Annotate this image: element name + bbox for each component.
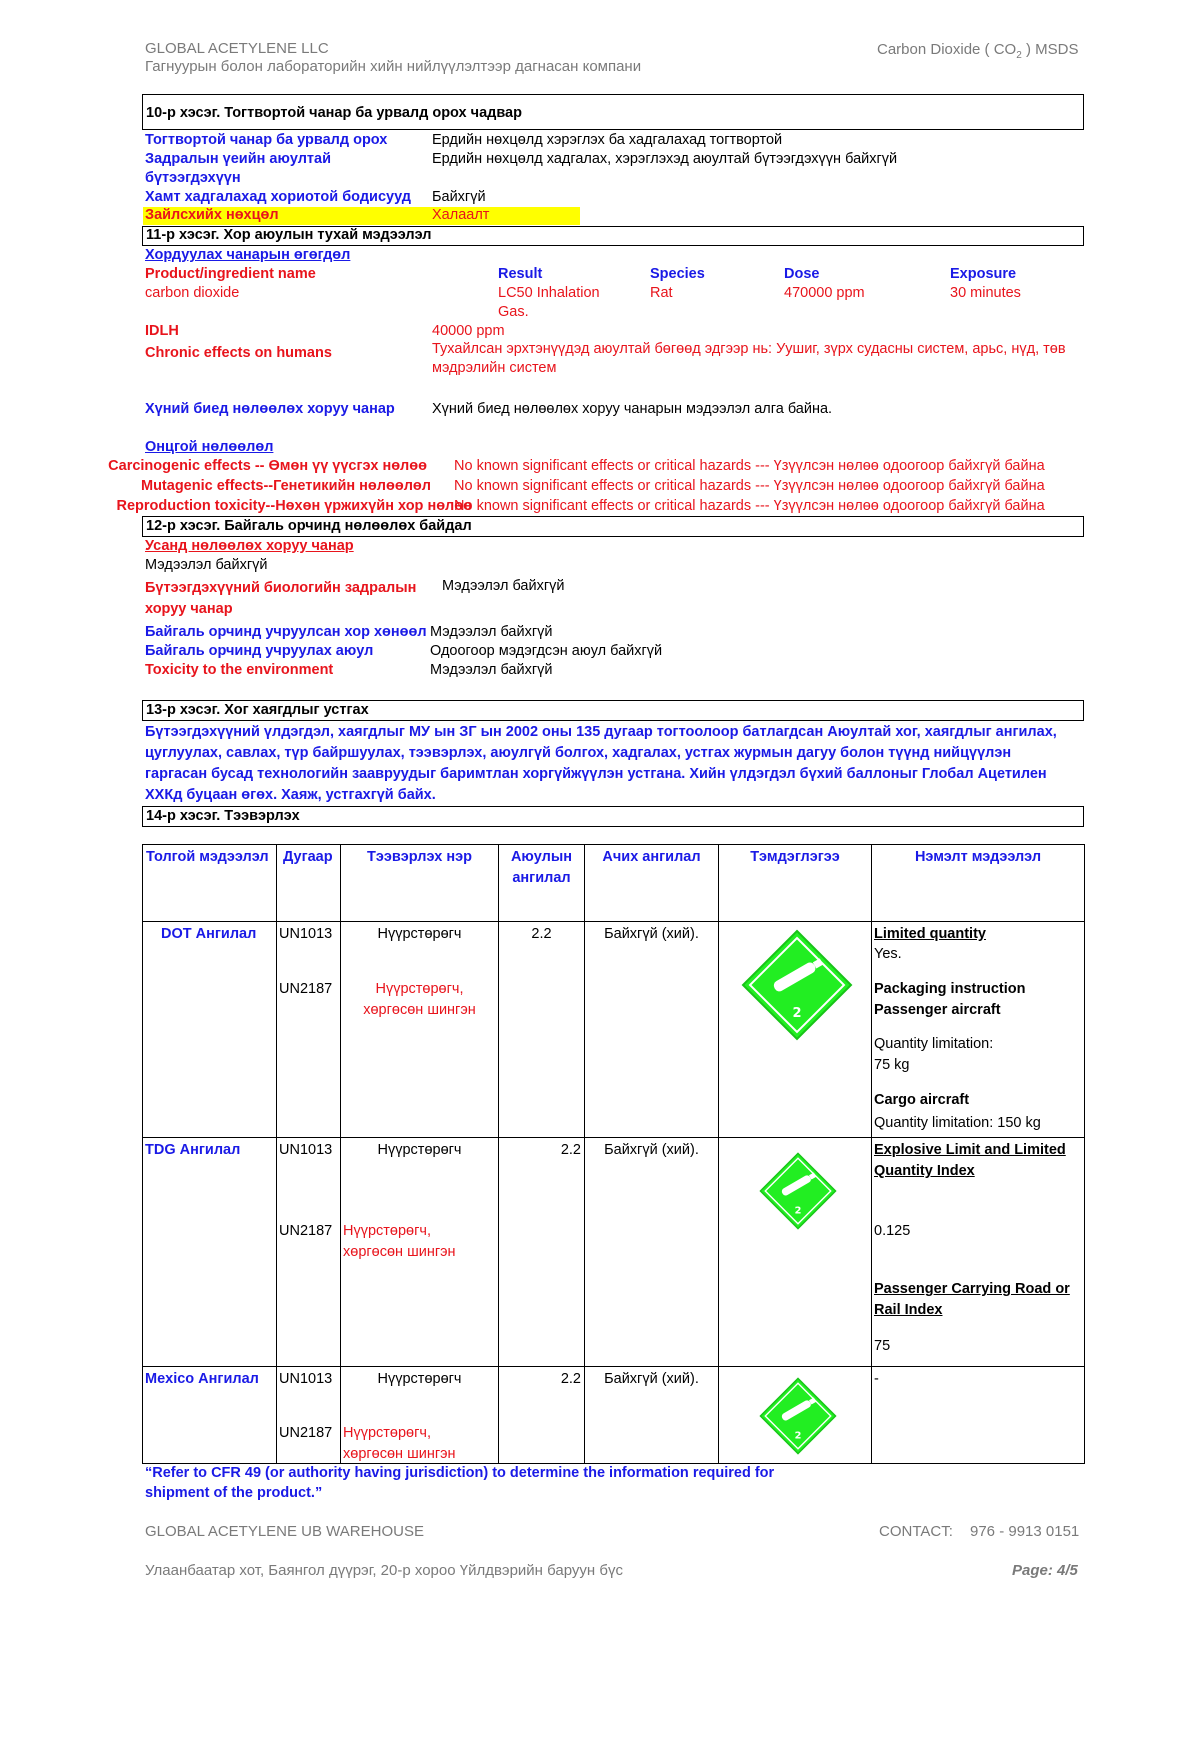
dot-ship2: Нүүрстөрөгч, хөргөсөн шингэн [363,981,476,1018]
transport-row-tdg [143,1138,1085,1367]
mexico-hazard: 2.2 [560,1371,581,1387]
section-14-title: 14-р хэсэг. Тээвэрлэх [146,808,300,824]
conditions-value: Халаалт [432,207,490,223]
mexico-ship1: Нүүрстөрөгч [377,1371,462,1387]
dot-ql-label: Quantity limitation: [874,1036,994,1052]
section-13-title: 13-р хэсэг. Хог хаягдлыг устгах [146,702,369,718]
disposal-text: Бүтээгдэхүүний үлдэгдэл, хаягдлыг МУ ын ЗГ ын 2002 оны 135 дугаар тогтоолоор батлагдсан Аюултай хог, хаягдлыг ангилах, цуглуулах, савлах, түр байршуулах, тээвэрлэх, аюулгүй болгох, хадгалах, устгах журмын дагуу болон түүнд нийцүүлэн гаргасан бусад технологийн заавруудыг баримтлан хоргүйжүүлэн устгана. Хийн үлдэгдэл бүхий баллоныг Глобал Ацетилен ХХКд буцаан өгөх. Хаяж, устгахгүй байх. [145,724,1057,803]
dot-hazard: 2.2 [531,926,552,942]
section-10-title: 10-р хэсэг. Тогтвортой чанар ба урвалд орох чадвар [146,105,522,121]
footer-contact-label: CONTACT: [879,1523,953,1540]
dot-un1: UN1013 [279,926,333,942]
tox-row-dose: 470000 ppm [784,285,865,301]
chronic-label: Chronic effects on humans [145,345,332,361]
dot-pa-title: Passenger aircraft [874,1002,1001,1018]
gas-cylinder-hazard-icon [759,1152,837,1230]
col-header-number: Дугаар [283,849,333,865]
tox-row-name: carbon dioxide [145,285,240,301]
cfr-note: “Refer to CFR 49 (or authority having jurisdiction) to determine the information required for shipment of the product.” [145,1465,775,1501]
idlh-label: IDLH [145,323,179,339]
dot-lq-value: Yes. [874,946,902,962]
dot-ca-title: Cargo aircraft [874,1092,970,1108]
gas-cylinder-hazard-icon [759,1377,837,1455]
footer-warehouse: GLOBAL ACETYLENE UB WAREHOUSE [145,1523,424,1540]
dot-ship1: Нүүрстөрөгч [377,926,462,942]
tox-row-species: Rat [650,285,673,301]
col-header-additional: Нэмэлт мэдээлэл [914,849,1042,865]
section-11-title: 11-р хэсэг. Хор аюулын тухай мэдээлэл [146,227,432,243]
mexico-un2: UN2187 [279,1425,333,1441]
reproduction-value: No known significant effects or critical hazards --- Үзүүлсэн нөлөө одоогоор байхгүй байна [454,498,1045,514]
section-10-header [142,94,1084,130]
tdg-el-value: 0.125 [874,1223,911,1239]
tdg-el-title: Explosive Limit and Limited Quantity Index [874,1142,1066,1179]
human-toxicity-label: Хүний биед нөлөөлөх хоруу чанар [145,401,395,417]
effects-label-column [108,457,472,519]
special-effects-heading: Онцгой нөлөөлөл [145,439,274,455]
mexico-ship2: Нүүрстөрөгч, хөргөсөн шингэн [343,1425,456,1462]
tox-row-result: LC50 Inhalation Gas. [498,285,600,320]
transport-header-row [143,845,1085,922]
dot-packing: Байхгүй (хий). [604,926,699,942]
mexico-name: Mexico Ангилал [145,1371,259,1387]
dot-un2: UN2187 [279,981,333,997]
mexico-packing: Байхгүй (хий). [604,1371,699,1387]
dot-name: DOT Ангилал [161,926,257,942]
mutagenic-value: No known significant effects or critical hazards --- Үзүүлсэн нөлөө одоогоор байхгүй байна [454,478,1045,494]
footer-address: Улаанбаатар хот, Баянгол дүүрэг, 20-р хороо Үйлдвэрийн баруун бүс [145,1562,623,1579]
dot-lq-title: Limited quantity [874,926,986,942]
col-header-label: Тэмдэглэгээ [750,849,840,865]
transport-row-dot [143,922,1085,1138]
transport-table [142,844,1085,1464]
section-14-header [142,806,1084,827]
chronic-value: Тухайлсан эрхтэнүүдэд аюултай бөгөөд эдгээр нь: Уушиг, зүрх судасны систем, арьс, нүд, төв мэдрэлийн систем [432,341,1066,376]
carcinogenic-label: Carcinogenic effects -- Өмөн үү үүсгэх нөлөө [108,458,427,474]
tdg-ship2: Нүүрстөрөгч, хөргөсөн шингэн [343,1223,456,1260]
transport-row-mexico [143,1367,1085,1464]
env-harm-value: Мэдээлэл байхгүй [430,624,553,640]
gas-cylinder-hazard-icon [741,929,853,1041]
tdg-pc-title: Passenger Carrying Road or Rail Index [874,1281,1070,1318]
tox-header-exposure: Exposure [950,266,1017,282]
section-11-header [142,226,1084,246]
tox-header-result: Result [498,266,543,282]
tdg-un2: UN2187 [279,1223,333,1239]
mexico-un1: UN1013 [279,1371,333,1387]
col-header-ship-name: Тээвэрлэх нэр [366,849,473,865]
col-header-info: Толгой мэдээлэл [146,849,269,865]
tdg-ship1: Нүүрстөрөгч [377,1142,462,1158]
col-header-packing: Ачих ангилал [602,849,701,865]
dot-symbol-number: 2 [792,1006,802,1021]
env-hazard-label: Байгаль орчинд учруулах аюул [145,643,374,659]
env-harm-label-clip [142,623,428,643]
stability-label: Тогтвортой чанар ба урвалд орох [145,132,388,148]
tdg-un1: UN1013 [279,1142,333,1158]
stability-value: Ердийн нөхцөлд хэрэглэх ба хадгалахад тогтвортой [432,132,783,148]
tdg-symbol-number: 2 [794,1205,802,1217]
tdg-hazard: 2.2 [560,1142,581,1158]
document-title: Carbon Dioxide ( $CO_2$ ) MSDS [877,41,1079,61]
section-12-title: 12-р хэсэг. Байгаль орчинд нөлөөлөх байдал [146,518,472,534]
env-toxicity-value: Мэдээлэл байхгүй [430,662,553,678]
env-harm-label: Байгаль орчинд учруулсан хор хөнөөл [145,624,427,640]
tdg-name: TDG Ангилал [145,1142,241,1158]
col-header-hazard-class: Аюулын ангилал [510,849,573,886]
dot-pi-title: Packaging instruction [874,981,1026,997]
dot-ql-value: 75 kg [874,1057,910,1073]
aquatic-heading: Усанд нөлөөлөх хоруу чанар [145,538,354,554]
tdg-pc-value: 75 [874,1338,891,1354]
tox-header-name: Product/ingredient name [145,266,316,282]
mutagenic-label: Mutagenic effects--Генетикийн нөлөөлөл [140,478,431,494]
tdg-packing: Байхгүй (хий). [604,1142,699,1158]
mexico-symbol-number: 2 [794,1430,802,1442]
incompatible-value: Байхгүй [432,189,486,205]
company-subtitle: Гагнуурын болон лабораторийн хийн нийлүүлэлтээр дагнасан компани [145,58,642,75]
tox-header-dose: Dose [784,266,820,282]
conditions-label: Зайлсхийх нөхцөл [145,207,279,223]
incompatible-label: Хамт хадгалахад хориотой бодисууд [145,189,411,205]
human-toxicity-value: Хүний биед нөлөөлөх хоруу чанарын мэдээлэл алга байна. [432,401,833,417]
tox-row-exposure: 30 minutes [950,285,1021,301]
toxicity-data-heading: Хордуулах чанарын өгөгдөл [145,247,351,263]
aquatic-value: Мэдээлэл байхгүй [145,557,268,573]
dot-ca-value: Quantity limitation: 150 kg [874,1115,1041,1131]
biodegradation-label: Бүтээгдэхүүний биологийн задралын хоруу чанар [145,580,417,617]
mexico-additional: - [874,1371,879,1387]
carcinogenic-value: No known significant effects or critical hazards --- Үзүүлсэн нөлөө одоогоор байхгүй байна [454,458,1045,474]
section-12-header [142,516,1084,537]
tox-header-species: Species [650,266,705,282]
idlh-value: 40000 ppm [432,323,505,339]
biodegradation-value: Мэдээлэл байхгүй [442,578,565,594]
decomposition-value: Ердийн нөхцөлд хадгалах, хэрэглэхэд аюултай бүтээгдэхүүн байхгүй [432,151,898,167]
footer-contact-value: 976 - 9913 0151 [970,1523,1080,1540]
company-name: GLOBAL ACETYLENE LLC [145,40,329,57]
section-13-header [142,700,1084,721]
decomposition-label: Задралын үеийн аюултай бүтээгдэхүүн [145,151,332,186]
reproduction-label: Reproduction toxicity--Нөхөн үржихүйн хор нөлөө [116,498,472,514]
env-toxicity-label: Toxicity to the environment [145,662,334,678]
env-hazard-value: Одоогоор мэдэгдсэн аюул байхгүй [430,643,663,659]
footer-page-number: Page: 4/5 [1012,1562,1078,1579]
